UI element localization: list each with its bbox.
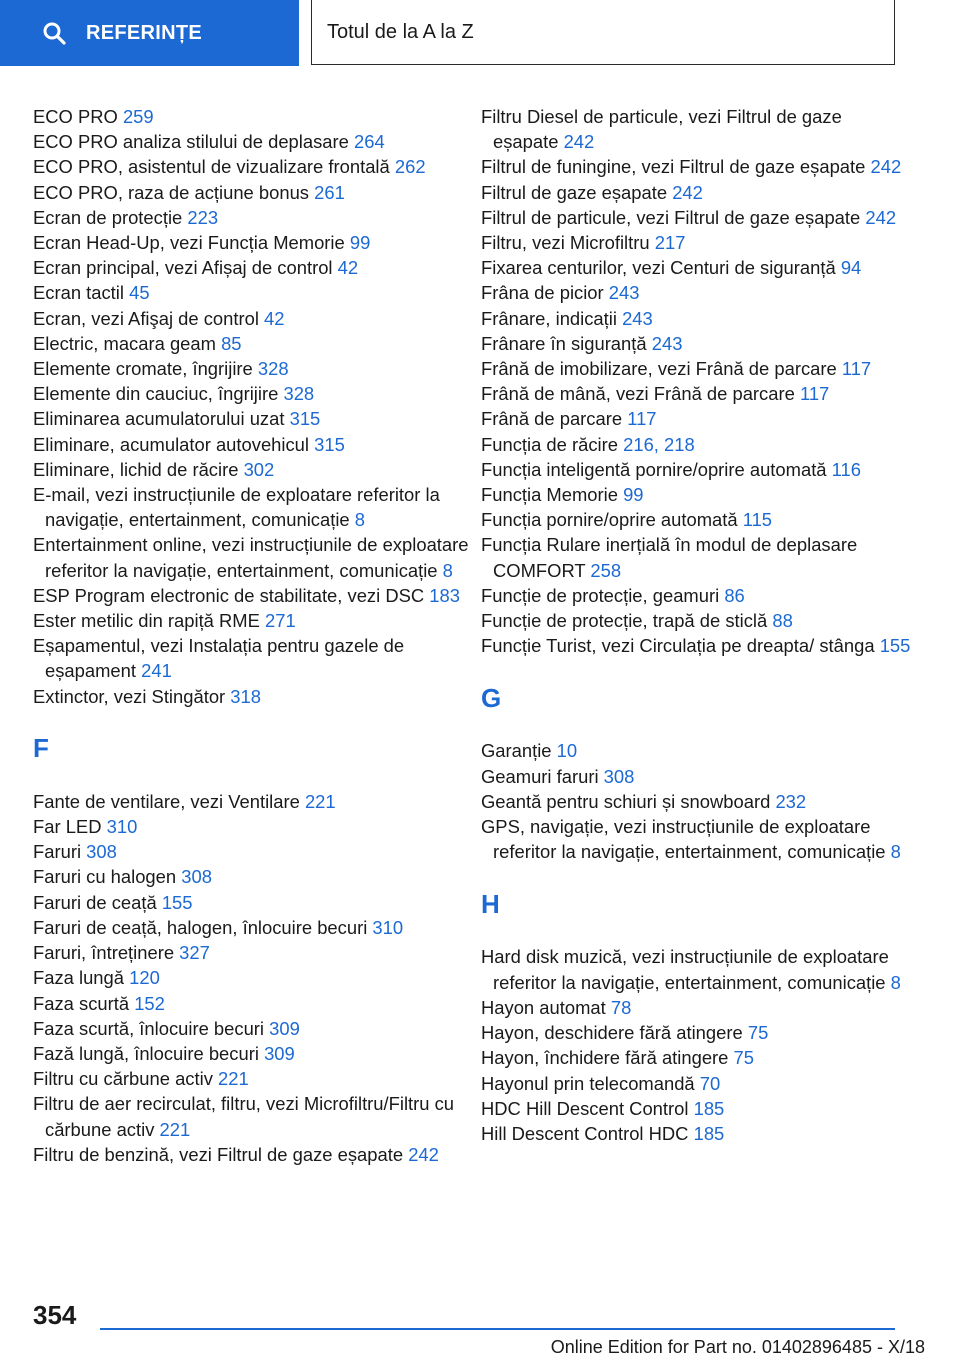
page-link[interactable]: 183 (429, 584, 460, 606)
index-entry (481, 482, 911, 507)
page-link[interactable]: 242 (408, 1143, 439, 1165)
index-entry (33, 381, 473, 406)
index-entry (481, 583, 911, 608)
index-entry (33, 583, 473, 608)
index-entry (481, 280, 911, 305)
entry-text: Entertainment online, vezi instrucțiunile de exploatare referitor la navigație, entertainment, comunicație (33, 534, 469, 581)
page-link[interactable]: 302 (243, 458, 275, 480)
entry-text: E-mail, vezi instrucțiunile de exploatare referitor la navigație, entertainment, comunicație (33, 484, 440, 531)
page-link[interactable]: 271 (265, 610, 296, 632)
index-entry (33, 1091, 473, 1141)
index-entry (33, 154, 473, 179)
entry-text: Elemente cromate, îngrijire (33, 358, 253, 380)
index-entry (33, 482, 473, 532)
page-link[interactable]: 328 (257, 358, 289, 380)
index-entry (481, 205, 911, 230)
page-link[interactable]: 216, 218 (623, 433, 695, 455)
page-link[interactable]: 308 (86, 841, 117, 863)
page-link[interactable]: 86 (724, 584, 745, 606)
entry-text: Filtru cu cărbune activ (33, 1068, 213, 1090)
entry-text: Faruri de ceață, halogen, înlocuire becuri (33, 916, 368, 938)
page-link[interactable]: 185 (693, 1122, 725, 1144)
entry-text: Eliminare, lichid de răcire (33, 458, 239, 480)
entry-text: Ester metilic din rapiță RME (33, 610, 260, 632)
entry-text: GPS, navigație, vezi instrucțiunile de exploatare referitor la navigație, entertainment, comunicație (481, 816, 886, 863)
index-entry (33, 1041, 473, 1066)
entry-text: Geamuri faruri (481, 765, 599, 787)
entry-text: Eliminarea acumulatorului uzat (33, 408, 285, 430)
index-entry (481, 154, 911, 179)
page-link[interactable]: 75 (747, 1022, 769, 1044)
entry-text: Faza lungă (33, 967, 124, 989)
page-link[interactable]: 115 (742, 509, 773, 531)
entry-text: Fixarea centurilor, vezi Centuri de siguranță (481, 257, 836, 279)
page-link[interactable]: 117 (841, 358, 872, 380)
entry-text: Eșapamentul, vezi Instalația pentru gazele de eșapament (33, 635, 405, 682)
entry-text: Faruri cu halogen (33, 866, 177, 888)
index-entry (481, 381, 911, 406)
entry-text: Filtrul de particule, vezi Filtrul de gaze eșapate (481, 206, 861, 228)
page-link[interactable]: 243 (651, 332, 683, 354)
entry-text: Ecran Head-Up, vezi Funcția Memorie (33, 232, 345, 254)
entry-text: ECO PRO (33, 106, 118, 127)
entry-text: Frână de mână, vezi Frână de parcare (481, 383, 795, 405)
index-entry (481, 1121, 911, 1146)
page-number: 354 (33, 1300, 77, 1330)
entry-text: Funcție de protecție, trapă de sticlă (481, 610, 768, 632)
page-link[interactable]: 243 (622, 307, 653, 329)
entry-text: Hayon automat (481, 996, 606, 1018)
section-letter: G (481, 682, 502, 713)
index-entry (33, 331, 473, 356)
entry-text: Filtrul de gaze eșapate (481, 181, 668, 203)
entry-text: Funcția de răcire (481, 433, 618, 455)
index-entry (33, 965, 473, 990)
entry-text: Frânare în siguranță (481, 332, 647, 354)
entry-text: Hard disk muzică, vezi instrucțiunile de exploatare referitor la navigație, entertainment, comunicație (481, 946, 889, 993)
index-entry (33, 915, 473, 940)
page-link[interactable]: 155 (879, 635, 911, 657)
index-entry (33, 991, 473, 1016)
entry-text: Hayonul prin telecomandă (481, 1072, 695, 1094)
page-link[interactable]: 223 (187, 206, 219, 228)
page-link[interactable]: 10 (556, 740, 578, 762)
index-entry (33, 104, 473, 129)
page-link[interactable]: 242 (563, 131, 595, 153)
page-link[interactable]: 117 (627, 408, 657, 430)
index-entry (33, 129, 473, 154)
entry-text: ESP Program electronic de stabilitate, vezi DSC (33, 584, 425, 606)
search-icon[interactable] (42, 21, 66, 45)
page-link[interactable]: 120 (129, 967, 160, 989)
tab-referinte[interactable] (0, 0, 299, 66)
entry-text: ECO PRO, raza de acțiune bonus (33, 181, 310, 203)
entry-text: Funcția Memorie (481, 484, 618, 506)
page-link[interactable]: 8 (890, 971, 901, 993)
page-link[interactable]: 259 (122, 106, 154, 127)
index-entry (481, 180, 911, 205)
index-entry (33, 230, 473, 255)
entry-text: Ecran principal, vezi Afișaj de control (33, 257, 333, 279)
index-entry (481, 406, 911, 431)
page-link[interactable]: 242 (865, 206, 897, 228)
index-entry (481, 944, 911, 994)
page-link[interactable]: 99 (623, 484, 644, 506)
entry-text: Filtru Diesel de particule, vezi Filtrul de gaze eșapate (481, 106, 842, 153)
entry-text: Funcția inteligentă pornire/oprire automată (481, 458, 827, 480)
footer-divider (100, 1328, 895, 1330)
entry-text: Funcția Rulare inerțială în modul de deplasare COMFORT (481, 534, 858, 581)
entry-text: Faruri, întreținere (33, 942, 175, 964)
index-entry (33, 940, 473, 965)
entry-text: Hayon, deschidere fără atingere (481, 1022, 743, 1044)
entry-text: ECO PRO analiza stilului de deplasare (33, 131, 349, 153)
index-entry (481, 608, 911, 633)
entry-text: Ecran, vezi Afişaj de control (33, 307, 259, 329)
entry-text: Fază lungă, înlocuire becuri (33, 1042, 259, 1064)
index-entry (33, 789, 473, 814)
page-link[interactable]: 221 (304, 790, 336, 812)
page-link[interactable]: 232 (775, 790, 807, 812)
index-column-right (481, 104, 911, 1146)
index-entry (33, 814, 473, 839)
entry-text: Faruri de ceață (33, 891, 157, 913)
page-link[interactable]: 309 (264, 1042, 295, 1064)
page-link[interactable]: 264 (354, 131, 385, 153)
page-link[interactable]: 243 (608, 282, 640, 304)
page-link[interactable]: 328 (283, 383, 315, 405)
page-link[interactable]: 221 (218, 1068, 249, 1090)
entry-text: Filtru de aer recirculat, filtru, vezi Microfiltru/Filtru cu cărbune activ (33, 1093, 455, 1140)
index-entry (481, 255, 911, 280)
index-entry (481, 356, 911, 381)
index-entry (481, 432, 911, 457)
index-entry (33, 205, 473, 230)
entry-text: Faza scurtă, înlocuire becuri (33, 1017, 265, 1039)
page-link[interactable]: 221 (159, 1118, 191, 1140)
entry-text: Hayon, închidere fără atingere (481, 1047, 729, 1069)
page-link[interactable]: 310 (372, 916, 404, 938)
index-entry (481, 814, 911, 864)
index-entry (33, 457, 473, 482)
entry-text: Geantă pentru schiuri și snowboard (481, 790, 771, 812)
index-entry (481, 764, 911, 789)
page-link[interactable]: 261 (314, 181, 345, 203)
page-link[interactable]: 88 (772, 610, 793, 632)
page-link[interactable]: 309 (269, 1017, 300, 1039)
index-entry (33, 1016, 473, 1041)
page-link[interactable]: 308 (603, 765, 635, 787)
entry-text: Faza scurtă (33, 992, 130, 1014)
entry-text: Elemente din cauciuc, îngrijire (33, 383, 279, 405)
edition-note: Online Edition for Part no. 01402896485 - X/18 (550, 1337, 925, 1357)
index-entry (481, 306, 911, 331)
entry-text: HDC Hill Descent Control (481, 1097, 689, 1119)
page-link[interactable]: 45 (129, 282, 150, 304)
index-entry (33, 280, 473, 305)
page-link[interactable]: 8 (890, 841, 901, 863)
page-link[interactable]: 258 (590, 559, 622, 581)
index-entry (33, 532, 473, 582)
section-letter: F (33, 733, 49, 764)
index-entry (33, 406, 473, 431)
page-link[interactable]: 70 (699, 1072, 721, 1094)
page-link[interactable]: 8 (354, 509, 365, 531)
index-entry (481, 738, 911, 763)
entry-text: Filtrul de funingine, vezi Filtrul de gaze eșapate (481, 156, 866, 178)
page-link[interactable]: 75 (733, 1047, 754, 1069)
index-entry (33, 684, 473, 709)
entry-text: Frânare, indicații (481, 307, 617, 329)
page-link[interactable]: 155 (161, 891, 193, 913)
index-entry (481, 1071, 911, 1096)
index-entry (481, 507, 911, 532)
section-letter: H (481, 888, 500, 919)
index-entry (481, 1020, 911, 1045)
entry-text: Funcție de protecție, geamuri (481, 584, 720, 606)
entry-text: Filtru de benzină, vezi Filtrul de gaze eșapate (33, 1143, 404, 1165)
index-entry (33, 255, 473, 280)
index-entry (33, 1142, 473, 1167)
entry-text: Ecran de protecție (33, 206, 183, 228)
entry-text: Funcție Turist, vezi Circulația pe dreapta/ stânga (481, 635, 875, 657)
page-link[interactable]: 42 (337, 257, 359, 279)
index-entry (481, 1045, 911, 1070)
page-link[interactable]: 310 (106, 816, 138, 838)
entry-text: Extinctor, vezi Stingător (33, 685, 226, 707)
index-entry (33, 356, 473, 381)
page-link[interactable]: 241 (141, 660, 172, 682)
entry-text: Faruri (33, 841, 82, 863)
tab-totul-a-z[interactable] (311, 0, 895, 65)
page-link[interactable]: 117 (799, 383, 830, 405)
index-entry (33, 839, 473, 864)
index-entry (481, 331, 911, 356)
index-entry (481, 995, 911, 1020)
page-link[interactable]: 262 (394, 156, 426, 178)
entry-text: Ecran tactil (33, 282, 124, 304)
page-link[interactable]: 308 (181, 866, 212, 888)
page-link[interactable]: 242 (870, 156, 902, 178)
page-link[interactable]: 42 (264, 307, 285, 329)
page-link[interactable]: 217 (654, 232, 686, 254)
page-link[interactable]: 99 (349, 232, 371, 254)
tab-totul-a-z-label: Totul de la A la Z (327, 20, 474, 43)
index-entry (33, 608, 473, 633)
index-entry (33, 633, 473, 683)
entry-text: Filtru, vezi Microfiltru (481, 232, 650, 254)
page-link[interactable]: 78 (610, 996, 632, 1018)
page-link[interactable]: 318 (230, 685, 261, 707)
entry-text: Electric, macara geam (33, 332, 216, 354)
index-entry (33, 180, 473, 205)
entry-text: Far LED (33, 816, 102, 838)
index-entry (33, 1066, 473, 1091)
page-link[interactable]: 315 (289, 408, 321, 430)
index-entry (481, 789, 911, 814)
entry-text: ECO PRO, asistentul de vizualizare frontală (33, 156, 390, 178)
index-entry (481, 457, 911, 482)
index-entry (481, 1096, 911, 1121)
entry-text: Hill Descent Control HDC (481, 1122, 689, 1144)
entry-text: Fante de ventilare, vezi Ventilare (33, 790, 300, 812)
index-entry (33, 306, 473, 331)
index-entry (33, 432, 473, 457)
index-entry (481, 532, 911, 582)
tab-referinte-label: REFERINȚE (86, 21, 203, 44)
entry-text: Frână de imobilizare, vezi Frână de parcare (481, 358, 837, 380)
entry-text: Frâna de picior (481, 282, 604, 304)
page-link[interactable]: 152 (134, 992, 165, 1014)
index-entry (481, 104, 911, 154)
page-link[interactable]: 315 (314, 433, 345, 455)
index-entry (33, 890, 473, 915)
entry-text: Eliminare, acumulator autovehicul (33, 433, 309, 455)
entry-text: Frână de parcare (481, 408, 623, 430)
index-entry (33, 864, 473, 889)
entry-text: Garanție (481, 740, 552, 762)
page-link[interactable]: 327 (179, 942, 210, 964)
page-link[interactable]: 85 (221, 332, 242, 354)
index-entry (481, 633, 911, 658)
page-link[interactable]: 94 (840, 257, 862, 279)
index-column-left (33, 104, 473, 1167)
page-link[interactable]: 185 (693, 1097, 725, 1119)
page-link[interactable]: 242 (672, 181, 703, 203)
header (0, 0, 960, 66)
entry-text: Funcția pornire/oprire automată (481, 509, 738, 531)
page-link[interactable]: 116 (831, 458, 861, 480)
page-link[interactable]: 8 (442, 559, 453, 581)
index-entry (481, 230, 911, 255)
